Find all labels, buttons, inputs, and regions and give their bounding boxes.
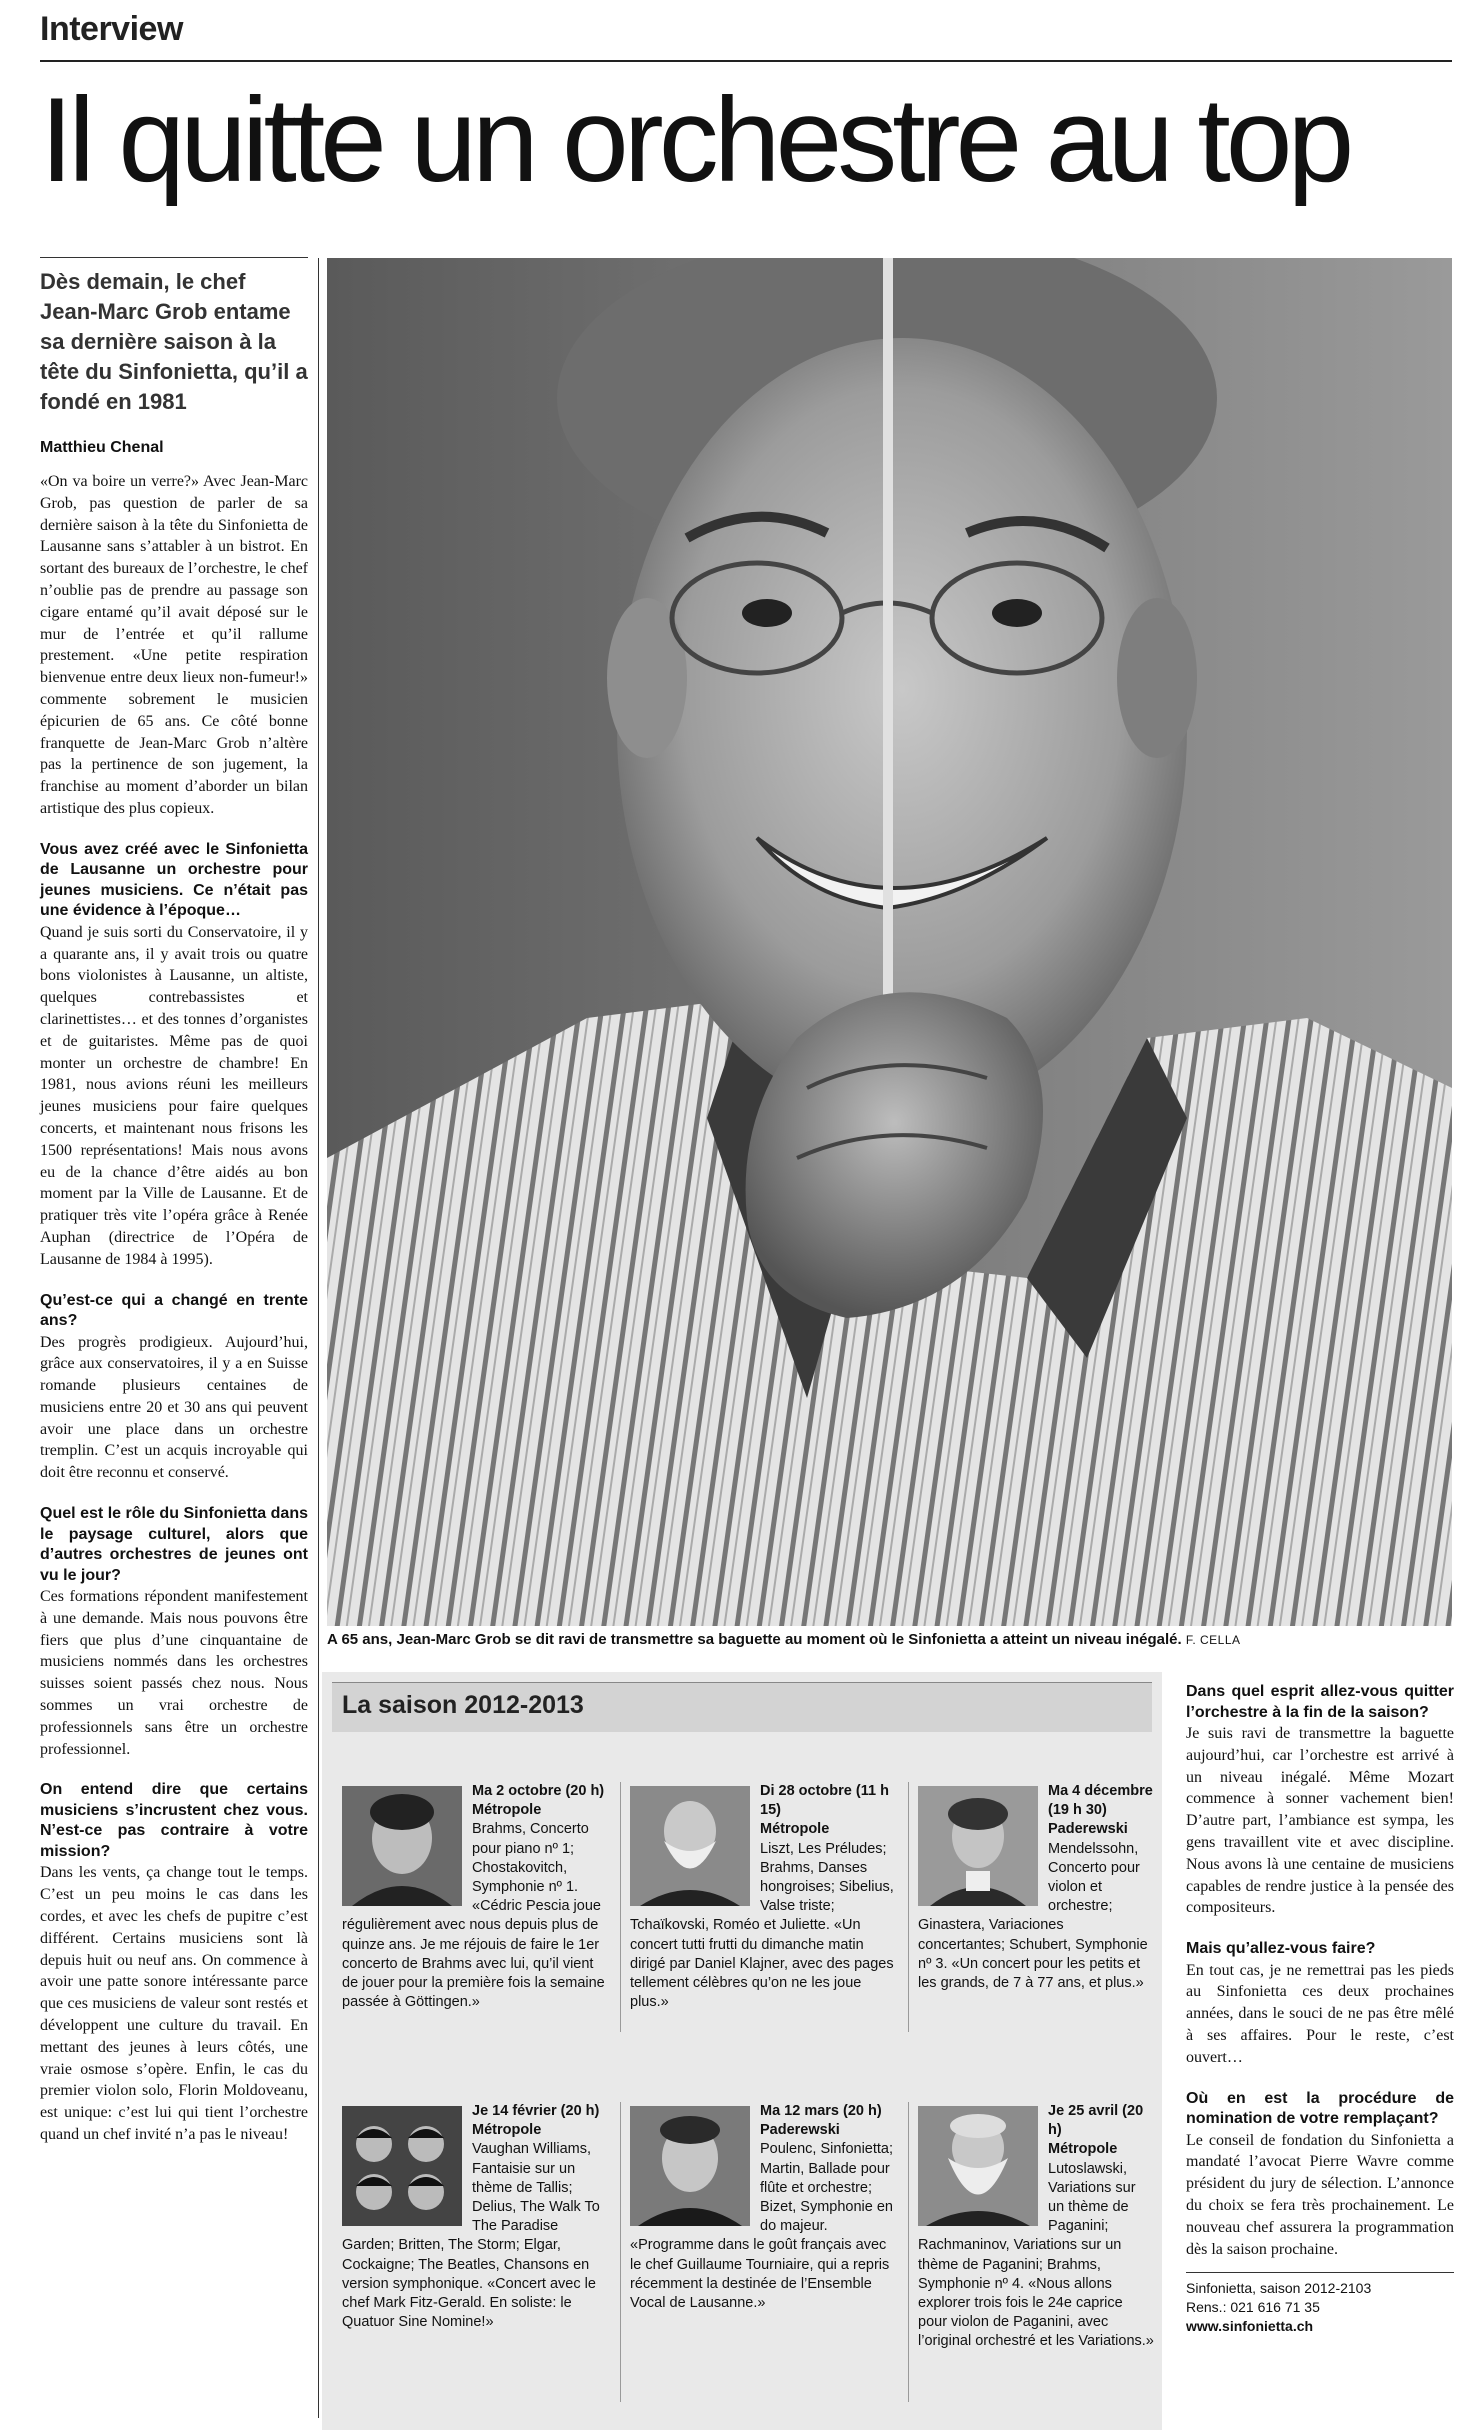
event-item — [918, 2102, 1154, 2352]
event-date: Ma 2 octobre (20 h) — [472, 1783, 605, 1799]
event-quote: «Cédric Pescia joue régulièrement avec nous depuis plus de quinze ans. Je me réjouis de faire le 1er concerto de Brahms avec lui, qu’il vient de jouer pour la première fois la semaine passée à Göttingen.» — [342, 1898, 605, 2011]
question: Mais qu’allez-vous faire? — [1186, 1940, 1376, 1958]
answer: Je suis ravi de transmettre la baguette aujourd’hui, car l’orchestre est arrivé à un niveau inégalé. Même Mozart commence à sonner vachement bien! D’autre part, l’ambiance est sympa, les gens travaillent vite et avec discipline. Nous avons là une centaine de musiciens capables de rendre justice à la pensée des compositeurs. — [1186, 1725, 1454, 1917]
event-item — [630, 2102, 898, 2313]
event-divider — [620, 1782, 621, 2032]
column-divider — [318, 258, 319, 2418]
info-box — [1186, 2279, 1454, 2336]
event-program: Lutoslawski, Variations sur un thème de Paganini; Rachmaninov, Variations sur un thème de Paganini; Brahms, Symphonie nº 4. — [918, 2160, 1136, 2292]
website-link[interactable]: www.sinfonietta.ch — [1186, 2318, 1314, 2335]
article-body-left — [40, 471, 308, 2146]
event-quote: «Un concert pour les petits et les grands, de 7 à 77 ans, et plus.» — [918, 1955, 1144, 1992]
headline: Il quitte un orchestre au top — [40, 73, 1350, 207]
event-item — [630, 1782, 898, 2012]
photo-credit: F. CELLA — [1185, 1633, 1241, 1647]
event-venue: Métropole — [1048, 2141, 1118, 2158]
section-rubric: Interview — [40, 10, 183, 48]
event-date: Di 28 octobre (11 h 15) — [760, 1783, 889, 1819]
info-season: Sinfonietta, saison 2012-2103 — [1186, 2280, 1372, 2297]
event-program: Vaughan Williams, Fantaisie sur un thème de Tallis; Delius, The Walk To The Paradise Garden; Britten, The Storm; Elgar, Cockaigne; The Beatles, Chansons en version symphonique. — [342, 2141, 600, 2292]
answer: Dans les vents, ça change tout le temps. C’est un peu moins le cas dans les cordes, et avec les chefs de pupitre c’est différent. Certains musiciens sont là depuis huit ou neuf ans. On commence à avoir une patte sonore intéressante parce que ces musiciens de valeur sont restés et développent une culture du travail. En mettant des jeunes à leurs côtés, une vraie osmose s’opère. Enfin, le cas du premier violon solo, Florin Moldoveanu, est unique: c’est lui qui tient l’orchestre quand un chef invité n’a pas le niveau! — [40, 1864, 308, 2144]
question: Où en est la procédure de nomination de votre remplaçant? — [1186, 2089, 1454, 2128]
intro-paragraph: «On va boire un verre?» Avec Jean-Marc Grob, pas question de parler de sa dernière saison à la tête du Sinfonietta de Lausanne sans s’attabler à un bistrot. En sortant des bureaux de l’orchestre, le chef n’oublie pas de prendre au passage son cigare entamé qu’il avait déposé sur le mur de l’entrée et qu’il rallume prestement. «Une petite respiration bienvenue entre deux lieux non-fumeur!» commente sobrement le musicien épicurien de 65 ans. Ce côté bonne franquette de Jean-Marc Grob n’altère pas la pertinence de son jugement, la franchise au moment d’aborder un bilan artistique des plus copieux. — [40, 473, 308, 817]
lead-paragraph: Dès demain, le chef Jean-Marc Grob entame sa dernière saison à la tête du Sinfonietta, qu’il a fondé en 1981 — [40, 269, 308, 414]
caption-text: A 65 ans, Jean-Marc Grob se dit ravi de transmettre sa baguette au moment où le Sinfonietta a atteint un niveau inégalé. — [327, 1631, 1182, 1648]
right-column — [1186, 1682, 1454, 2336]
event-item — [342, 1782, 610, 2012]
performer-photo — [342, 1786, 462, 1906]
event-venue: Métropole — [472, 1802, 542, 1819]
event-item — [918, 1782, 1154, 1993]
question: Vous avez créé avec le Sinfonietta de Lausanne un orchestre pour jeunes musiciens. Ce n’était pas une évidence à l’époque… — [40, 840, 308, 920]
event-program: Brahms, Concerto pour piano nº 1; Chostakovitch, Symphonie nº 1. — [472, 1821, 589, 1896]
band-photo — [342, 2106, 462, 2226]
event-quote: «Un concert tutti frutti du dimanche matin dirigé par Daniel Klajner, avec des pages tellement célèbres qu’on ne les joue plus.» — [630, 1917, 894, 2011]
composer-portrait — [918, 1786, 1038, 1906]
event-venue: Paderewski — [760, 2122, 840, 2139]
event-item — [342, 2102, 610, 2332]
info-phone: Rens.: 021 616 71 35 — [1186, 2299, 1320, 2316]
question: Dans quel esprit allez-vous quitter l’orchestre à la fin de la saison? — [1186, 1683, 1454, 1721]
answer: En tout cas, je ne remettrai pas les pieds au Sinfonietta ces deux prochaines années, dans le souci de ne pas être mêlé à ses affaires. Pour le reste, c’est ouvert… — [1186, 1961, 1454, 2066]
event-date: Ma 12 mars (20 h) — [760, 2103, 882, 2119]
event-program: Liszt, Les Préludes; Brahms, Danses hongroises; Sibelius, Valse triste; Tchaïkovski, Roméo et Juliette. — [630, 1840, 894, 1934]
event-quote: «Nous allons explorer trois fois le 24e caprice pour violon de Paganini, avec l’original orchestré et les Variations.» — [918, 2275, 1154, 2350]
question: Qu’est-ce qui a changé en trente ans? — [40, 1291, 308, 1329]
event-venue: Métropole — [760, 1821, 830, 1838]
conductor-photo — [630, 2106, 750, 2226]
portrait-illustration — [327, 258, 1452, 1626]
event-divider — [908, 1782, 909, 2032]
event-date: Je 14 février (20 h) — [472, 2103, 600, 2119]
question: Quel est le rôle du Sinfonietta dans le paysage culturel, alors que d’autres orchestres de jeunes ont vu le jour? — [40, 1505, 308, 1584]
portrait-photo — [327, 258, 1452, 1626]
top-rule — [40, 60, 1452, 62]
photo-caption — [327, 1630, 1452, 1650]
event-divider — [620, 2102, 621, 2402]
event-program: Mendelssohn, Concerto pour violon et orchestre; Ginastera, Variaciones concertantes; Schubert, Symphonie nº 3. — [918, 1840, 1148, 1972]
info-rule — [1186, 2272, 1454, 2273]
season-header — [332, 1682, 1152, 1732]
event-quote: «Concert avec le chef Mark Fitz-Gerald. En soliste: le Quatuor Sine Nomine!» — [342, 2275, 596, 2331]
event-divider — [908, 2102, 909, 2402]
byline: Matthieu Chenal — [40, 439, 164, 456]
event-venue: Paderewski — [1048, 1821, 1128, 1838]
answer: Le conseil de fondation du Sinfonietta a mandaté l’avocat Pierre Wavre comme président du jury de sélection. L’annonce du choix se fera très prochainement. Le nouveau chef assurera la programmation dès la saison prochaine. — [1186, 2131, 1454, 2258]
question: On entend dire que certains musiciens s’incrustent chez vous. N’est-ce pas contraire à votre mission? — [40, 1781, 308, 1860]
event-program: Poulenc, Sinfonietta; Martin, Ballade pour flûte et orchestre; Bizet, Symphonie en do majeur. — [760, 2141, 894, 2235]
left-column — [40, 255, 308, 2146]
event-venue: Métropole — [472, 2122, 542, 2139]
answer: Ces formations répondent manifestement à une demande. Mais nous pouvons être fiers que plus d’une cinquantaine de musiciens nommés dans les orchestres suisses soient passés chez nous. Nous sommes un vrai orchestre de professionnels sans être un orchestre professionnel. — [40, 1588, 308, 1758]
season-title: La saison 2012-2013 — [342, 1691, 584, 1719]
season-box — [322, 1672, 1162, 2430]
answer: Quand je suis sorti du Conservatoire, il y a quarante ans, il y avait trois ou quatre bons violonistes à Lausanne, un altiste, quelques contrebassistes et clarinettistes… et des tonnes d’organistes et de guitaristes. Même pas de quoi monter un orchestre de chambre! En 1981, nous avions réuni les meilleurs jeunes musiciens pour faire quelques concerts, et maintenant nous frisons les 1500 représentations! Mais nous avons eu de la chance d’être aidés au bon moment par la Ville de Lausanne. Et de pratiquer très vite l’opéra grâce à Renée Auphan (directrice de l’Opéra de Lausanne de 1984 à 1995). — [40, 923, 308, 1268]
answer: Des progrès prodigieux. Aujourd’hui, grâce aux conservatoires, il y a en Suisse romande plusieurs centaines de musiciens entre 20 et 30 ans qui peuvent avoir une place dans un orchestre tremplin. C’est un acquis incroyable qui doit être reconnu et conservé. — [40, 1333, 308, 1482]
event-date: Ma 4 décembre (19 h 30) — [1048, 1783, 1153, 1819]
composer-portrait — [918, 2106, 1038, 2226]
composer-portrait — [630, 1786, 750, 1906]
event-date: Je 25 avril (20 h) — [1048, 2103, 1144, 2139]
article-body-right — [1186, 1682, 1454, 2260]
event-quote: «Programme dans le goût français avec le chef Guillaume Tourniaire, qui a repris récemment la destinée de l’Ensemble Vocal de Lausanne.» — [630, 2237, 890, 2312]
